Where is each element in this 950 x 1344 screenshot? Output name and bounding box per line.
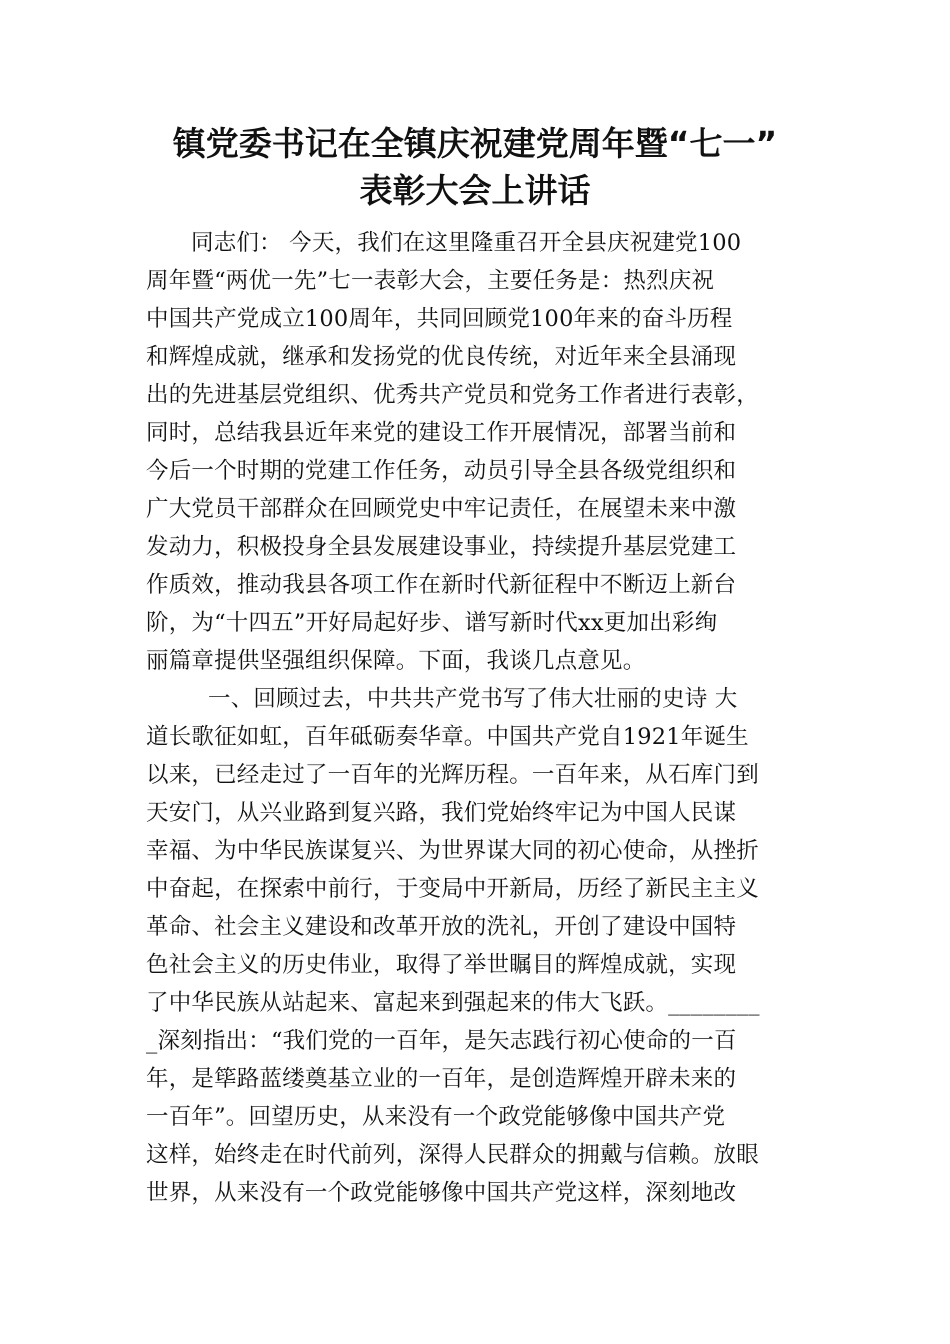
body-line: 这样，始终走在时代前列，深得人民群众的拥戴与信赖。放眼 [146,1142,759,1168]
body-line: 以来，已经走过了一百年的光辉历程。一百年来，从石库门到 [146,762,759,788]
body-line: 色社会主义的历史伟业，取得了举世瞩目的辉煌成就，实现 [146,952,737,978]
section-heading-line: 一、回顾过去，中共共产党书写了伟大壮丽的史诗 大 [208,686,738,712]
body-line: 一百年”。回望历史，从来没有一个政党能够像中国共产党 [146,1104,726,1130]
body-line: 世界，从来没有一个政党能够像中国共产党这样，深刻地改 [146,1180,737,1206]
body-line: 了中华民族从站起来、富起来到强起来的伟大飞跃。________ [146,990,760,1016]
body-line: 中国共产党成立100周年，共同回顾党100年来的奋斗历程 [146,306,733,332]
body-line: 今后一个时期的党建工作任务，动员引导全县各级党组织和 [146,458,737,484]
body-line: 广大党员干部群众在回顾党史中牢记责任，在展望未来中激 [146,496,737,522]
body-line: 中奋起，在探索中前行，于变局中开新局，历经了新民主主义 [146,876,759,902]
document-title-line-1: 镇党委书记在全镇庆祝建党周年暨“七一” [172,124,778,163]
body-line: 发动力，积极投身全县发展建设事业，持续提升基层党建工 [146,534,737,560]
document-body [146,224,826,1212]
body-line: 和辉煌成就，继承和发扬党的优良传统，对近年来全县涌现 [146,344,737,370]
document-title-line-2: 表彰大会上讲话 [359,171,591,210]
body-line: 幸福、为中华民族谋复兴、为世界谋大同的初心使命，从挫折 [146,838,759,864]
body-line: 出的先进基层党组织、优秀共产党员和党务工作者进行表彰， [146,382,759,408]
body-line: 周年暨“两优一先”七一表彰大会，主要任务是：热烈庆祝 [146,268,715,294]
body-line: 同时，总结我县近年来党的建设工作开展情况，部署当前和 [146,420,737,446]
body-line: 年，是筚路蓝缕奠基立业的一百年，是创造辉煌开辟未来的 [146,1066,737,1092]
body-line: 天安门，从兴业路到复兴路，我们党始终牢记为中国人民谋 [146,800,737,826]
body-line: 同志们： 今天，我们在这里隆重召开全县庆祝建党100 [191,230,742,256]
body-line: 丽篇章提供坚强组织保障。下面，我谈几点意见。 [146,648,646,674]
body-line: 作质效，推动我县各项工作在新时代新征程中不断迈上新台 [146,572,737,598]
body-line: 道长歌征如虹，百年砥砺奏华章。中国共产党自1921年诞生 [146,724,749,750]
body-line: 革命、社会主义建设和改革开放的洗礼，开创了建设中国特 [146,914,737,940]
body-line: _深刻指出：“我们党的一百年，是矢志践行初心使命的一百 [146,1028,737,1054]
body-line: 阶，为“十四五”开好局起好步、谱写新时代xx更加出彩绚 [146,610,718,636]
